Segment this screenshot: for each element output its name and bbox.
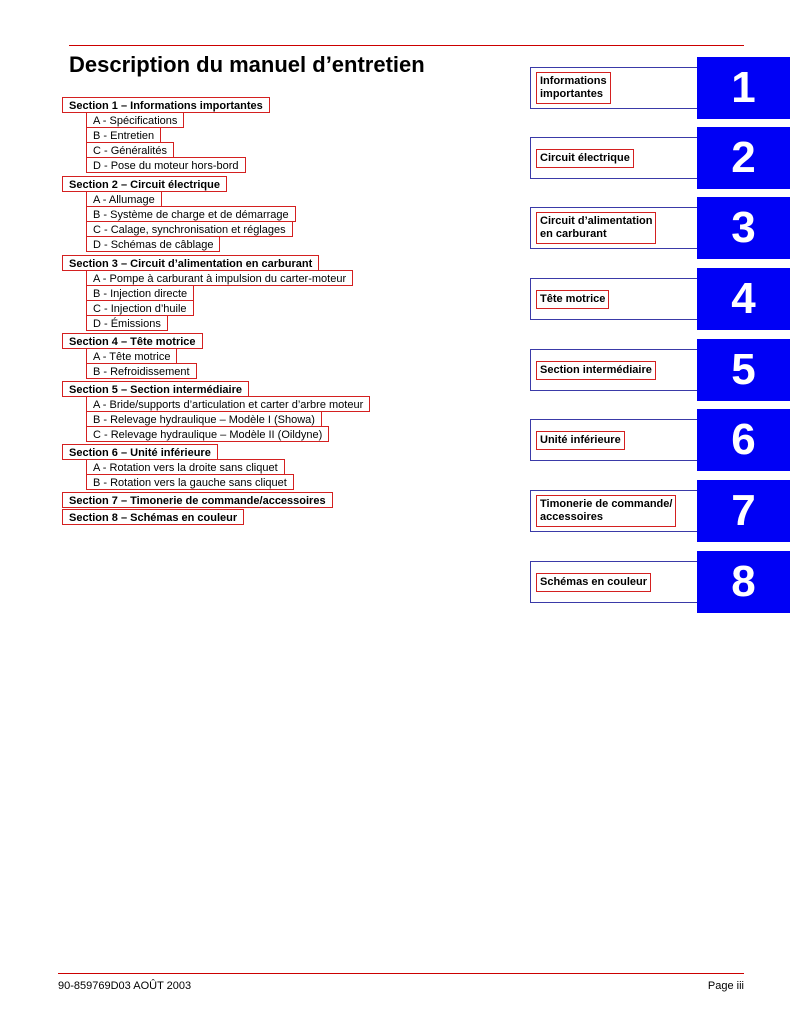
highlight-box <box>86 348 177 364</box>
toc-entry-text: A - Allumage <box>93 194 155 206</box>
toc-entry-text: B - Refroidissement <box>93 366 190 378</box>
highlight-box <box>86 206 296 222</box>
highlight-box <box>86 157 246 173</box>
toc-section-heading[interactable] <box>69 335 196 349</box>
toc-entry-text: B - Relevage hydraulique – Modèle I (Showa) <box>93 414 315 426</box>
tab-label <box>540 75 607 101</box>
section-tab-4[interactable] <box>530 268 790 330</box>
toc-subsection-item[interactable] <box>93 350 170 364</box>
toc-entry-text: Section 3 – Circuit d’alimentation en carburant <box>69 258 313 270</box>
toc-subsection-item[interactable] <box>93 428 322 442</box>
highlight-box <box>86 236 220 252</box>
tab-label-line: Unité inférieure <box>540 434 621 446</box>
toc-entry-text: Section 4 – Tête motrice <box>69 336 196 348</box>
toc-subsection-item[interactable] <box>93 317 161 331</box>
page-title: Description du manuel d’entretien <box>69 52 425 77</box>
bottom-rule <box>58 973 744 974</box>
toc-section-heading[interactable] <box>69 511 237 525</box>
top-rule <box>69 45 744 46</box>
toc-subsection-item[interactable] <box>93 114 177 128</box>
highlight-box <box>62 255 319 271</box>
highlight-box <box>62 509 244 525</box>
toc-subsection-item[interactable] <box>93 398 363 412</box>
toc-entry-text: B - Système de charge et de démarrage <box>93 209 289 221</box>
section-tab-1[interactable] <box>530 57 790 119</box>
toc-entry-text: C - Généralités <box>93 145 167 157</box>
tab-label <box>540 215 652 241</box>
section-tab-3[interactable] <box>530 197 790 259</box>
toc-subsection-item[interactable] <box>93 287 187 301</box>
toc-entry-text: A - Spécifications <box>93 115 178 127</box>
toc-entry-text: A - Pompe à carburant à impulsion du carter-moteur <box>93 273 347 285</box>
tab-label-line: Circuit d’alimentation <box>540 215 653 227</box>
toc-section-heading[interactable] <box>69 446 211 460</box>
tab-label <box>540 293 605 306</box>
tab-number: 8 <box>697 551 790 613</box>
footer-page-number: Page iii <box>707 980 744 992</box>
highlight-box <box>86 270 353 286</box>
toc-subsection-item[interactable] <box>93 302 187 316</box>
highlight-box <box>62 381 249 397</box>
tab-label <box>540 434 621 447</box>
highlight-box <box>86 221 293 237</box>
toc-subsection-item[interactable] <box>93 144 167 158</box>
tab-number: 5 <box>697 339 790 401</box>
highlight-box <box>86 285 194 301</box>
highlight-box <box>86 300 194 316</box>
toc-section-heading[interactable] <box>69 257 312 271</box>
highlight-box <box>62 492 333 508</box>
toc-entry-text: B - Rotation vers la gauche sans cliquet <box>93 477 287 489</box>
highlight-box <box>62 176 227 192</box>
highlight-box <box>86 363 197 379</box>
section-tab-8[interactable] <box>530 551 790 613</box>
tab-number: 3 <box>697 197 790 259</box>
section-tab-5[interactable] <box>530 339 790 401</box>
tab-label <box>540 364 652 377</box>
toc-subsection-item[interactable] <box>93 461 278 475</box>
toc-entry-text: C - Relevage hydraulique – Modèle II (Oildyne) <box>93 429 323 441</box>
tab-label <box>540 576 647 589</box>
tab-label-line: Informations <box>540 75 607 87</box>
section-tab-2[interactable] <box>530 127 790 189</box>
toc-entry-text: A - Rotation vers la droite sans cliquet <box>93 462 278 474</box>
highlight-box <box>62 333 203 349</box>
highlight-box <box>86 127 161 143</box>
toc-subsection-item[interactable] <box>93 159 239 173</box>
toc-section-heading[interactable] <box>69 178 220 192</box>
toc-entry-text: Section 8 – Schémas en couleur <box>69 512 238 524</box>
tab-label <box>540 498 672 524</box>
tab-label-line: importantes <box>540 88 603 100</box>
toc-section-heading[interactable] <box>69 494 326 508</box>
tab-label-line: Schémas en couleur <box>540 576 647 588</box>
toc-subsection-item[interactable] <box>93 223 286 237</box>
toc-entry-text: Section 2 – Circuit électrique <box>69 179 220 191</box>
toc-subsection-item[interactable] <box>93 365 190 379</box>
toc-entry-text: D - Schémas de câblage <box>93 239 214 251</box>
toc-section-heading[interactable] <box>69 99 263 113</box>
tab-label <box>540 152 630 165</box>
tab-number: 1 <box>697 57 790 119</box>
toc-subsection-item[interactable] <box>93 413 315 427</box>
highlight-box <box>86 474 294 490</box>
tab-number: 4 <box>697 268 790 330</box>
toc-entry-text: B - Entretien <box>93 130 155 142</box>
toc-subsection-item[interactable] <box>93 272 346 286</box>
tab-number: 7 <box>697 480 790 542</box>
highlight-box <box>86 112 184 128</box>
highlight-box <box>86 191 162 207</box>
tab-label-line: Timonerie de commande/ <box>540 498 673 510</box>
toc-subsection-item[interactable] <box>93 129 154 143</box>
toc-entry-text: A - Tête motrice <box>93 351 171 363</box>
tab-label-line: accessoires <box>540 511 603 523</box>
toc-entry-text: D - Émissions <box>93 318 161 330</box>
tab-number: 2 <box>697 127 790 189</box>
footer-doc-number: 90-859769D03 AOÛT 2003 <box>58 980 192 992</box>
tab-label-line: en carburant <box>540 228 607 240</box>
toc-entry-text: C - Calage, synchronisation et réglages <box>93 224 286 236</box>
section-tab-6[interactable] <box>530 409 790 471</box>
toc-subsection-item[interactable] <box>93 193 155 207</box>
toc-entry-text: B - Injection directe <box>93 288 188 300</box>
toc-entry-text: Section 7 – Timonerie de commande/accessoires <box>69 495 326 507</box>
toc-entry-text: C - Injection d’huile <box>93 303 187 315</box>
toc-entry-text: A - Bride/supports d’articulation et carter d’arbre moteur <box>93 399 364 411</box>
toc-section-heading[interactable] <box>69 383 242 397</box>
highlight-box <box>86 426 329 442</box>
tab-label-line: Section intermédiaire <box>540 364 652 376</box>
toc-entry-text: Section 1 – Informations importantes <box>69 100 263 112</box>
toc-subsection-item[interactable] <box>93 238 213 252</box>
highlight-box <box>86 142 174 158</box>
tab-label-line: Circuit électrique <box>540 152 630 164</box>
toc-subsection-item[interactable] <box>93 208 289 222</box>
highlight-box <box>62 444 218 460</box>
highlight-box <box>86 459 285 475</box>
toc-subsection-item[interactable] <box>93 476 287 490</box>
toc-entry-text: Section 5 – Section intermédiaire <box>69 384 243 396</box>
toc-entry-text: D - Pose du moteur hors-bord <box>93 160 239 172</box>
section-tab-7[interactable] <box>530 480 790 542</box>
highlight-box <box>86 396 370 412</box>
tab-label-line: Tête motrice <box>540 293 606 305</box>
highlight-box <box>86 411 322 427</box>
highlight-box <box>86 315 168 331</box>
highlight-box <box>62 97 270 113</box>
toc-entry-text: Section 6 – Unité inférieure <box>69 447 211 459</box>
tab-number: 6 <box>697 409 790 471</box>
